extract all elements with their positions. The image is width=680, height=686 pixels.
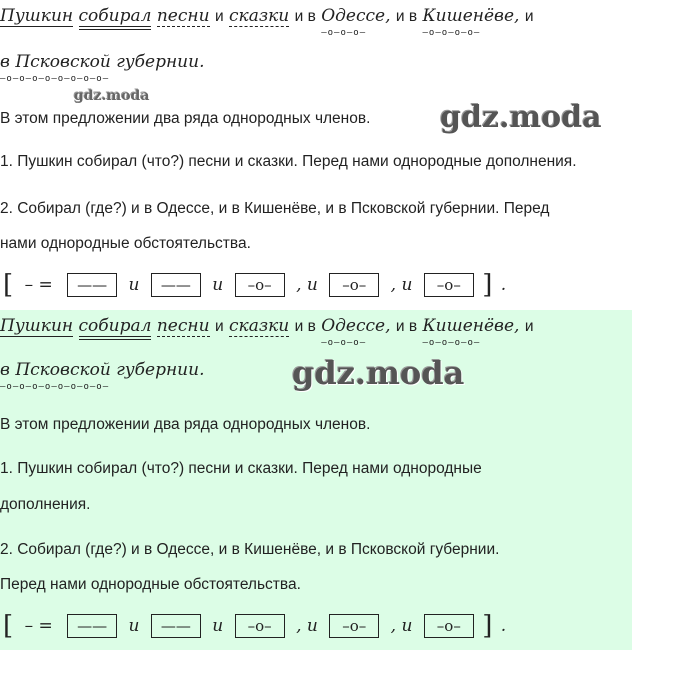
example-sentence-line-1	[0, 6, 534, 38]
bracket-close: ]	[482, 270, 493, 300]
circumstance-text: Одессе,	[321, 6, 391, 26]
scheme-object-box: ——	[67, 614, 117, 638]
conjunction: и	[214, 8, 224, 25]
scheme-object-box: ——	[151, 614, 201, 638]
scheme-period: .	[500, 616, 507, 636]
object-word-1: песни	[156, 316, 210, 336]
explanation-line-4: 2. Собирал (где?) и в Одессе, и в Кишенёве, и в Псковской губернии.	[0, 541, 500, 558]
scheme-object-box: ——	[151, 273, 201, 297]
explanation-line-5: Перед нами однородные обстоятельства.	[0, 576, 301, 593]
bracket-open: [	[3, 611, 14, 641]
object-word-2: сказки	[229, 316, 290, 336]
scheme-circumstance-box: –о–	[235, 273, 285, 297]
explanation-line-3: 2. Собирал (где?) и в Одессе, и в Кишенёве, и в Псковской губернии. Перед	[0, 200, 550, 217]
scheme-circumstance-box: –о–	[329, 614, 379, 638]
scheme-conjunction: , и	[390, 616, 413, 636]
scheme-circumstance-box: –о–	[235, 614, 285, 638]
sentence-scheme	[3, 272, 509, 298]
example-sentence-line-2	[0, 52, 205, 84]
circumstance-word-3	[0, 360, 205, 392]
circumstance-word-1	[321, 316, 391, 348]
circumstance-mark: –о–о–о–о–о–о–о–о–	[0, 74, 110, 84]
scheme-conjunction: и	[128, 616, 140, 636]
conjunction: и в	[294, 318, 316, 335]
explanation-line-4: нами однородные обстоятельства.	[0, 235, 251, 252]
conjunction: и	[214, 318, 224, 335]
conjunction: и	[524, 8, 534, 25]
scheme-conjunction: , и	[296, 616, 318, 636]
predicate-word: собирал	[78, 316, 152, 336]
subject-word: Пушкин	[0, 6, 74, 26]
circumstance-word-2	[422, 6, 520, 38]
explanation-line-3: дополнения.	[0, 496, 91, 513]
scheme-conjunction: , и	[296, 275, 318, 295]
example-sentence-line-1	[0, 316, 534, 348]
circumstance-word-2	[422, 316, 520, 348]
explanation-line-1: В этом предложении два ряда однородных членов.	[0, 110, 371, 127]
watermark-large: gdz.moda	[292, 354, 465, 392]
explanation-line-2: 1. Пушкин собирал (что?) песни и сказки. Перед нами однородные	[0, 460, 482, 477]
scheme-conjunction: и	[212, 275, 224, 295]
circumstance-mark: –о–о–о–о–	[422, 28, 481, 38]
scheme-subject-predicate: – =	[24, 275, 53, 295]
circumstance-text: Кишенёве,	[422, 316, 520, 336]
scheme-circumstance-box: –о–	[424, 273, 474, 297]
sentence-scheme	[3, 613, 509, 639]
scheme-circumstance-box: –о–	[424, 614, 474, 638]
scheme-subject-predicate: – =	[24, 616, 53, 636]
circumstance-mark: –о–о–о–	[321, 338, 367, 348]
conjunction: и	[524, 318, 534, 335]
circumstance-word-1	[321, 6, 391, 38]
conjunction: и в	[294, 8, 316, 25]
watermark-small: gdz.moda	[74, 88, 150, 104]
scheme-conjunction: и	[128, 275, 140, 295]
circumstance-text: Псковской губернии.	[15, 52, 205, 72]
scheme-period: .	[500, 275, 507, 295]
bracket-close: ]	[482, 611, 493, 641]
bracket-open: [	[3, 270, 14, 300]
scheme-conjunction: и	[212, 616, 224, 636]
explanation-line-1: В этом предложении два ряда однородных членов.	[0, 416, 371, 433]
circumstance-mark: –о–о–о–о–	[422, 338, 481, 348]
scheme-circumstance-box: –о–	[329, 273, 379, 297]
subject-word: Пушкин	[0, 316, 74, 336]
circumstance-text: Псковской губернии.	[15, 360, 205, 380]
circumstance-text: Кишенёве,	[422, 6, 520, 26]
circumstance-text: Одессе,	[321, 316, 391, 336]
example-sentence-line-2	[0, 360, 205, 392]
scheme-object-box: ——	[67, 273, 117, 297]
object-word-2: сказки	[229, 6, 290, 26]
circumstance-mark: –о–о–о–	[321, 28, 367, 38]
conjunction: и в	[395, 8, 418, 25]
circumstance-word-3	[0, 52, 205, 84]
predicate-word: собирал	[78, 6, 152, 26]
conjunction: и в	[395, 318, 418, 335]
circumstance-mark: –о–о–о–о–о–о–о–о–	[0, 382, 110, 392]
solution-block-1	[0, 0, 680, 310]
solution-block-2	[0, 310, 632, 650]
preposition: в	[0, 360, 10, 380]
scheme-conjunction: , и	[390, 275, 413, 295]
preposition: в	[0, 52, 10, 72]
explanation-line-2: 1. Пушкин собирал (что?) песни и сказки. Перед нами однородные дополнения.	[0, 153, 577, 170]
object-word-1: песни	[156, 6, 210, 26]
watermark-large: gdz.moda	[440, 100, 602, 135]
